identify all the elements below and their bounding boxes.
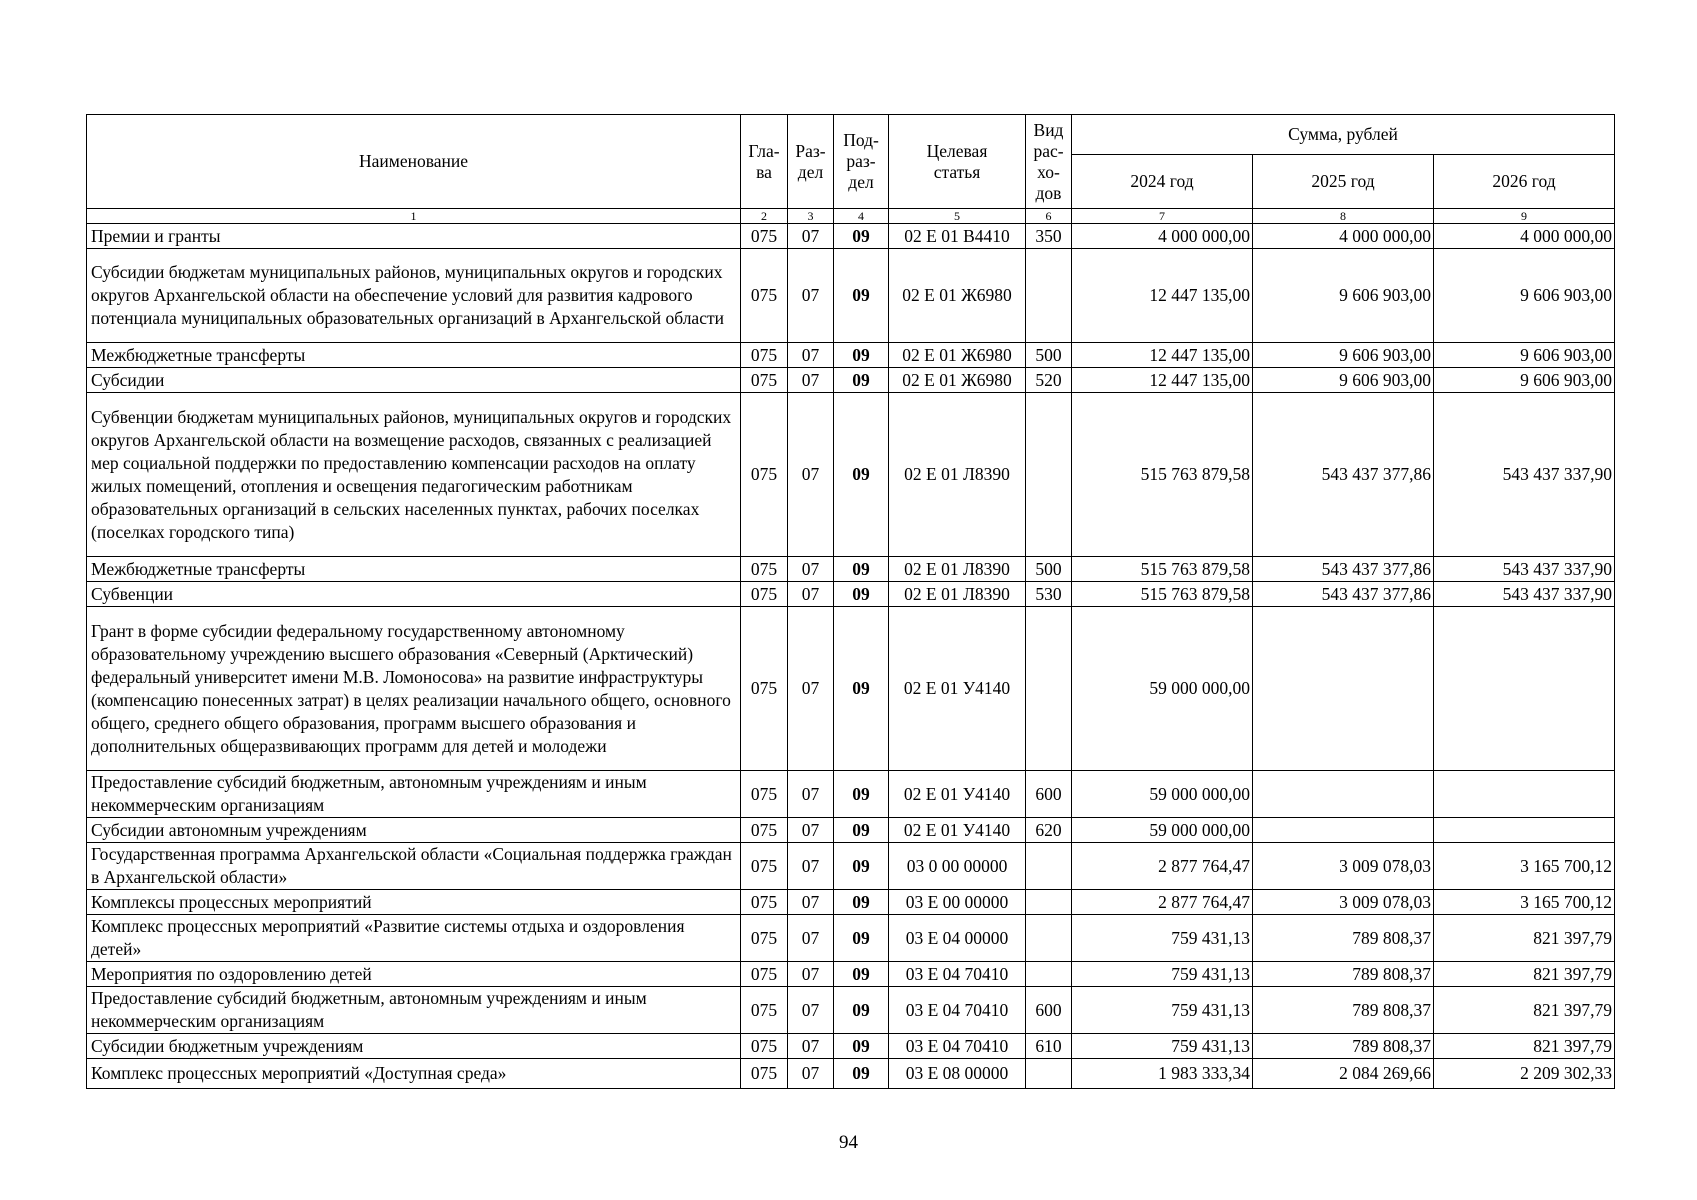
row-name: Комплекс процессных мероприятий «Развитие системы отдыха и оздоровления детей» [87, 915, 741, 962]
row-name: Субсидии бюджетам муниципальных районов, муниципальных округов и городских округов Архангельской области на обеспечение условий для развития кадрового потенциала муниципальных образовательных организаций в Архангельской области [87, 249, 741, 343]
row-target-article: 02 Е 01 Л8390 [889, 393, 1026, 557]
row-chapter: 075 [741, 1034, 788, 1059]
row-section: 07 [788, 557, 834, 582]
row-amount-2024: 2 877 764,47 [1072, 843, 1253, 890]
row-amount-2026: 543 437 337,90 [1434, 582, 1615, 607]
row-amount-2026: 821 397,79 [1434, 1034, 1615, 1059]
column-number: 4 [834, 209, 889, 224]
row-expense-type: 350 [1026, 224, 1072, 249]
row-chapter: 075 [741, 890, 788, 915]
row-section: 07 [788, 962, 834, 987]
row-amount-2026 [1434, 818, 1615, 843]
row-target-article: 02 Е 01 У4140 [889, 771, 1026, 818]
row-target-article: 03 Е 04 70410 [889, 987, 1026, 1034]
row-subsection: 09 [834, 582, 889, 607]
table-row [87, 771, 1615, 818]
row-name: Субвенции [87, 582, 741, 607]
row-amount-2025 [1253, 607, 1434, 771]
row-amount-2026: 4 000 000,00 [1434, 224, 1615, 249]
row-amount-2026: 9 606 903,00 [1434, 249, 1615, 343]
row-name: Предоставление субсидий бюджетным, автономным учреждениям и иным некоммерческим организациям [87, 771, 741, 818]
table-row [87, 368, 1615, 393]
row-section: 07 [788, 249, 834, 343]
column-number: 6 [1026, 209, 1072, 224]
row-expense-type [1026, 393, 1072, 557]
row-subsection: 09 [834, 557, 889, 582]
row-amount-2025: 789 808,37 [1253, 1034, 1434, 1059]
row-section: 07 [788, 368, 834, 393]
column-number: 9 [1434, 209, 1615, 224]
column-number: 7 [1072, 209, 1253, 224]
table-row [87, 987, 1615, 1034]
row-chapter: 075 [741, 557, 788, 582]
row-amount-2026: 9 606 903,00 [1434, 343, 1615, 368]
row-expense-type: 520 [1026, 368, 1072, 393]
row-target-article: 02 Е 01 Л8390 [889, 557, 1026, 582]
row-chapter: 075 [741, 607, 788, 771]
header-expense-type: Вид рас- хо- дов [1026, 115, 1072, 209]
row-target-article: 02 Е 01 Ж6980 [889, 368, 1026, 393]
row-expense-type [1026, 962, 1072, 987]
table-row [87, 393, 1615, 557]
column-number: 3 [788, 209, 834, 224]
row-name: Межбюджетные трансферты [87, 343, 741, 368]
header-section: Раз- дел [788, 115, 834, 209]
row-chapter: 075 [741, 771, 788, 818]
row-amount-2024: 759 431,13 [1072, 915, 1253, 962]
row-amount-2025: 9 606 903,00 [1253, 368, 1434, 393]
row-amount-2026 [1434, 607, 1615, 771]
row-section: 07 [788, 582, 834, 607]
row-amount-2024: 59 000 000,00 [1072, 607, 1253, 771]
row-name: Премии и гранты [87, 224, 741, 249]
header-sum-group: Сумма, рублей [1072, 115, 1615, 155]
row-target-article: 02 Е 01 Ж6980 [889, 343, 1026, 368]
column-number: 8 [1253, 209, 1434, 224]
page-number: 94 [839, 1132, 858, 1153]
row-expense-type [1026, 607, 1072, 771]
row-amount-2024: 59 000 000,00 [1072, 771, 1253, 818]
row-target-article: 02 Е 01 Л8390 [889, 582, 1026, 607]
row-amount-2025: 789 808,37 [1253, 915, 1434, 962]
row-subsection: 09 [834, 224, 889, 249]
table-row [87, 1059, 1615, 1089]
row-section: 07 [788, 224, 834, 249]
row-subsection: 09 [834, 607, 889, 771]
row-expense-type: 610 [1026, 1034, 1072, 1059]
row-chapter: 075 [741, 582, 788, 607]
row-chapter: 075 [741, 1059, 788, 1089]
row-amount-2025: 9 606 903,00 [1253, 343, 1434, 368]
row-name: Субсидии автономным учреждениям [87, 818, 741, 843]
row-amount-2025: 543 437 377,86 [1253, 393, 1434, 557]
row-name: Грант в форме субсидии федеральному государственному автономному образовательному учреждению высшего образования «Северный (Арктический) федеральный университет имени М.В. Ломоносова» на развитие инфраструктуры (компенсацию понесенных затрат) в целях реализации начального общего, основного общего, среднего общего образования, программ высшего образования и дополнительных общеразвивающих программ для детей и молодежи [87, 607, 741, 771]
row-expense-type: 600 [1026, 771, 1072, 818]
row-amount-2025: 4 000 000,00 [1253, 224, 1434, 249]
row-target-article: 03 Е 04 70410 [889, 962, 1026, 987]
row-subsection: 09 [834, 343, 889, 368]
row-expense-type [1026, 915, 1072, 962]
table-row [87, 962, 1615, 987]
column-number: 2 [741, 209, 788, 224]
row-expense-type [1026, 843, 1072, 890]
row-amount-2024: 759 431,13 [1072, 1034, 1253, 1059]
table-row [87, 557, 1615, 582]
row-name: Межбюджетные трансферты [87, 557, 741, 582]
row-amount-2024: 515 763 879,58 [1072, 393, 1253, 557]
row-subsection: 09 [834, 393, 889, 557]
row-name: Предоставление субсидий бюджетным, автономным учреждениям и иным некоммерческим организациям [87, 987, 741, 1034]
row-expense-type [1026, 249, 1072, 343]
row-name: Мероприятия по оздоровлению детей [87, 962, 741, 987]
table-row [87, 224, 1615, 249]
table-row [87, 607, 1615, 771]
row-subsection: 09 [834, 890, 889, 915]
row-subsection: 09 [834, 962, 889, 987]
row-amount-2025: 2 084 269,66 [1253, 1059, 1434, 1089]
column-number: 5 [889, 209, 1026, 224]
header-target-article: Целевая статья [889, 115, 1026, 209]
table-row [87, 890, 1615, 915]
row-expense-type: 620 [1026, 818, 1072, 843]
row-amount-2026: 9 606 903,00 [1434, 368, 1615, 393]
row-amount-2026: 821 397,79 [1434, 962, 1615, 987]
row-amount-2024: 515 763 879,58 [1072, 557, 1253, 582]
row-section: 07 [788, 1059, 834, 1089]
row-amount-2024: 12 447 135,00 [1072, 343, 1253, 368]
row-section: 07 [788, 818, 834, 843]
row-amount-2024: 759 431,13 [1072, 962, 1253, 987]
row-target-article: 03 Е 00 00000 [889, 890, 1026, 915]
row-amount-2026 [1434, 771, 1615, 818]
row-amount-2025: 3 009 078,03 [1253, 843, 1434, 890]
row-subsection: 09 [834, 771, 889, 818]
row-expense-type: 530 [1026, 582, 1072, 607]
table-row [87, 1034, 1615, 1059]
row-subsection: 09 [834, 249, 889, 343]
row-name: Субсидии бюджетным учреждениям [87, 1034, 741, 1059]
row-target-article: 03 Е 04 70410 [889, 1034, 1026, 1059]
row-amount-2026: 3 165 700,12 [1434, 890, 1615, 915]
row-amount-2024: 759 431,13 [1072, 987, 1253, 1034]
row-amount-2025: 543 437 377,86 [1253, 582, 1434, 607]
row-amount-2024: 12 447 135,00 [1072, 368, 1253, 393]
row-name: Государственная программа Архангельской области «Социальная поддержка граждан в Архангельской области» [87, 843, 741, 890]
header-year-2026: 2026 год [1434, 155, 1615, 209]
row-subsection: 09 [834, 1059, 889, 1089]
row-expense-type [1026, 890, 1072, 915]
row-target-article: 03 Е 04 00000 [889, 915, 1026, 962]
row-chapter: 075 [741, 224, 788, 249]
row-target-article: 02 Е 01 У4140 [889, 607, 1026, 771]
table-row [87, 818, 1615, 843]
row-amount-2026: 821 397,79 [1434, 915, 1615, 962]
table-row [87, 915, 1615, 962]
row-target-article: 02 Е 01 У4140 [889, 818, 1026, 843]
row-chapter: 075 [741, 343, 788, 368]
row-amount-2025: 789 808,37 [1253, 962, 1434, 987]
row-name: Субвенции бюджетам муниципальных районов, муниципальных округов и городских округов Архангельской области на возмещение расходов, связанных с реализацией мер социальной поддержки по предоставлению компенсации расходов на оплату жилых помещений, отопления и освещения педагогическим работникам образовательных организаций в сельских населенных пунктах, рабочих поселках (поселках городского типа) [87, 393, 741, 557]
row-target-article: 03 0 00 00000 [889, 843, 1026, 890]
row-target-article: 02 Е 01 Ж6980 [889, 249, 1026, 343]
row-section: 07 [788, 771, 834, 818]
row-chapter: 075 [741, 962, 788, 987]
row-subsection: 09 [834, 368, 889, 393]
row-expense-type: 500 [1026, 343, 1072, 368]
row-name: Комплексы процессных мероприятий [87, 890, 741, 915]
header-name: Наименование [87, 115, 741, 209]
row-chapter: 075 [741, 987, 788, 1034]
row-subsection: 09 [834, 1034, 889, 1059]
row-amount-2025: 9 606 903,00 [1253, 249, 1434, 343]
table-row [87, 249, 1615, 343]
row-section: 07 [788, 843, 834, 890]
row-amount-2024: 2 877 764,47 [1072, 890, 1253, 915]
row-subsection: 09 [834, 987, 889, 1034]
row-expense-type: 600 [1026, 987, 1072, 1034]
row-chapter: 075 [741, 249, 788, 343]
row-amount-2026: 821 397,79 [1434, 987, 1615, 1034]
row-subsection: 09 [834, 843, 889, 890]
row-name: Комплекс процессных мероприятий «Доступная среда» [87, 1059, 741, 1089]
column-number: 1 [87, 209, 741, 224]
row-section: 07 [788, 987, 834, 1034]
table-body [87, 224, 1615, 1089]
row-chapter: 075 [741, 818, 788, 843]
row-expense-type: 500 [1026, 557, 1072, 582]
header-year-2025: 2025 год [1253, 155, 1434, 209]
row-amount-2024: 59 000 000,00 [1072, 818, 1253, 843]
row-section: 07 [788, 890, 834, 915]
row-section: 07 [788, 393, 834, 557]
row-section: 07 [788, 915, 834, 962]
row-amount-2026: 3 165 700,12 [1434, 843, 1615, 890]
row-chapter: 075 [741, 393, 788, 557]
row-amount-2024: 515 763 879,58 [1072, 582, 1253, 607]
row-subsection: 09 [834, 915, 889, 962]
budget-table [86, 114, 1615, 1089]
row-amount-2026: 543 437 337,90 [1434, 393, 1615, 557]
row-amount-2026: 543 437 337,90 [1434, 557, 1615, 582]
row-section: 07 [788, 1034, 834, 1059]
row-name: Субсидии [87, 368, 741, 393]
row-chapter: 075 [741, 843, 788, 890]
row-chapter: 075 [741, 915, 788, 962]
row-amount-2024: 12 447 135,00 [1072, 249, 1253, 343]
row-target-article: 03 Е 08 00000 [889, 1059, 1026, 1089]
row-amount-2025 [1253, 818, 1434, 843]
row-amount-2025 [1253, 771, 1434, 818]
header-year-2024: 2024 год [1072, 155, 1253, 209]
header-chapter: Гла- ва [741, 115, 788, 209]
row-amount-2025: 543 437 377,86 [1253, 557, 1434, 582]
row-section: 07 [788, 607, 834, 771]
table-row [87, 843, 1615, 890]
header-subsection: Под- раз- дел [834, 115, 889, 209]
table-row [87, 582, 1615, 607]
row-section: 07 [788, 343, 834, 368]
row-amount-2024: 1 983 333,34 [1072, 1059, 1253, 1089]
row-amount-2026: 2 209 302,33 [1434, 1059, 1615, 1089]
row-amount-2025: 789 808,37 [1253, 987, 1434, 1034]
row-expense-type [1026, 1059, 1072, 1089]
row-chapter: 075 [741, 368, 788, 393]
row-target-article: 02 Е 01 В4410 [889, 224, 1026, 249]
row-amount-2024: 4 000 000,00 [1072, 224, 1253, 249]
row-subsection: 09 [834, 818, 889, 843]
row-amount-2025: 3 009 078,03 [1253, 890, 1434, 915]
table-row [87, 343, 1615, 368]
